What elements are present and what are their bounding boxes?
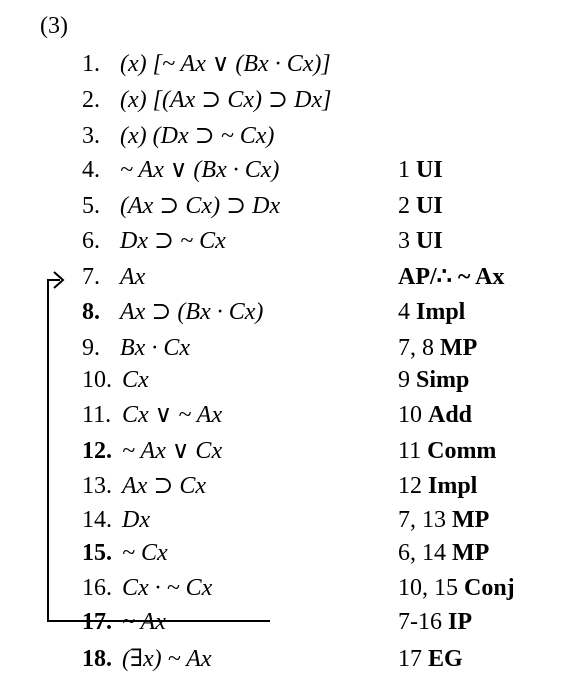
justification xyxy=(398,154,443,186)
line-number: 17. xyxy=(82,609,112,635)
justification xyxy=(398,261,504,293)
justification xyxy=(398,296,465,328)
line-number: 15. xyxy=(82,540,112,566)
justification xyxy=(398,364,469,396)
line-number: 9. xyxy=(82,335,100,361)
justification-rule: Impl xyxy=(428,473,478,499)
proof-line-4 xyxy=(0,154,579,186)
line-number: 2. xyxy=(82,87,100,113)
proof-line-14 xyxy=(0,504,579,536)
proof-line-12 xyxy=(0,435,579,467)
line-number: 5. xyxy=(82,193,100,219)
justification xyxy=(398,504,489,536)
justification xyxy=(398,606,472,638)
formula: Cx · ~ Cx xyxy=(122,575,213,601)
justification-rule: AP/∴ ~ Ax xyxy=(398,264,505,290)
formula: ~ Ax ∨ (Bx · Cx) xyxy=(120,157,280,183)
proof-line-2 xyxy=(0,84,579,116)
justification-reference: 7, 13 xyxy=(398,507,452,533)
justification-rule: Simp xyxy=(416,367,470,393)
justification-reference: 7, 8 xyxy=(398,335,440,361)
problem-number: (3) xyxy=(40,13,68,39)
justification-rule: UI xyxy=(416,157,443,183)
justification-rule: MP xyxy=(440,335,478,361)
formula: ~ Ax ∨ Cx xyxy=(122,438,223,464)
justification xyxy=(398,435,496,467)
justification xyxy=(398,643,463,675)
line-number: 16. xyxy=(82,575,112,601)
justification-reference: 11 xyxy=(398,438,428,464)
justification-reference: 10 xyxy=(398,402,428,428)
formula: Bx · Cx xyxy=(120,335,190,361)
formula: Ax ⊃ (Bx · Cx) xyxy=(120,299,264,325)
formula: (∃x) ~ Ax xyxy=(122,646,212,672)
justification-rule: Conj xyxy=(464,575,515,601)
line-number: 1. xyxy=(82,51,100,77)
proof-line-6 xyxy=(0,225,579,257)
line-number: 8. xyxy=(82,299,100,325)
justification xyxy=(398,537,489,569)
formula: Cx ∨ ~ Ax xyxy=(122,402,223,428)
justification-reference: 3 xyxy=(398,228,416,254)
proof-line-18 xyxy=(0,643,579,675)
formula: Dx ⊃ ~ Cx xyxy=(120,228,226,254)
justification-reference: 17 xyxy=(398,646,428,672)
line-number: 10. xyxy=(82,367,112,393)
justification-rule: Add xyxy=(428,402,473,428)
formula: ~ Ax xyxy=(122,609,166,635)
justification xyxy=(398,332,477,364)
line-number: 12. xyxy=(82,438,112,464)
justification xyxy=(398,399,472,431)
justification-reference: 10, 15 xyxy=(398,575,464,601)
proof-line-8 xyxy=(0,296,579,328)
justification-rule: UI xyxy=(416,193,443,219)
line-number: 11. xyxy=(82,402,112,428)
proof-line-10 xyxy=(0,364,579,396)
line-number: 13. xyxy=(82,473,112,499)
formula: Ax ⊃ Cx xyxy=(122,473,207,499)
justification-rule: MP xyxy=(452,540,490,566)
justification xyxy=(398,190,443,222)
justification-rule: EG xyxy=(428,646,463,672)
line-number: 4. xyxy=(82,157,100,183)
formula: Dx xyxy=(122,507,150,533)
line-number: 14. xyxy=(82,507,112,533)
justification-reference: 1 xyxy=(398,157,416,183)
justification-rule: IP xyxy=(448,609,472,635)
justification-reference: 9 xyxy=(398,367,416,393)
justification-rule: Impl xyxy=(416,299,466,325)
proof-line-15 xyxy=(0,537,579,569)
justification-rule: Comm xyxy=(427,438,497,464)
formula: Cx xyxy=(122,367,149,393)
justification-reference: 2 xyxy=(398,193,416,219)
proof-line-9 xyxy=(0,332,579,364)
formula: (x) (Dx ⊃ ~ Cx) xyxy=(120,123,275,149)
proof-line-11 xyxy=(0,399,579,431)
formula: Ax xyxy=(120,264,146,290)
line-number: 6. xyxy=(82,228,100,254)
line-number: 3. xyxy=(82,123,100,149)
justification xyxy=(398,225,443,257)
justification-reference: 12 xyxy=(398,473,428,499)
formula: (Ax ⊃ Cx) ⊃ Dx xyxy=(120,193,281,219)
formula: ~ Cx xyxy=(122,540,168,566)
proof-line-17 xyxy=(0,606,579,638)
proof-line-7 xyxy=(0,261,579,293)
formula: (x) [~ Ax ∨ (Bx · Cx)] xyxy=(120,51,331,77)
proof-line-5 xyxy=(0,190,579,222)
justification-rule: MP xyxy=(452,507,490,533)
justification-reference: 4 xyxy=(398,299,416,325)
proof-line-3 xyxy=(0,120,579,152)
proof-line-13 xyxy=(0,470,579,502)
justification-reference: 7-16 xyxy=(398,609,448,635)
proof-line-16 xyxy=(0,572,579,604)
justification xyxy=(398,572,515,604)
line-number: 7. xyxy=(82,264,100,290)
formula: (x) [(Ax ⊃ Cx) ⊃ Dx] xyxy=(120,87,332,113)
justification-rule: UI xyxy=(416,228,443,254)
justification xyxy=(398,470,477,502)
proof-line-1 xyxy=(0,48,579,80)
justification-reference: 6, 14 xyxy=(398,540,452,566)
line-number: 18. xyxy=(82,646,112,672)
